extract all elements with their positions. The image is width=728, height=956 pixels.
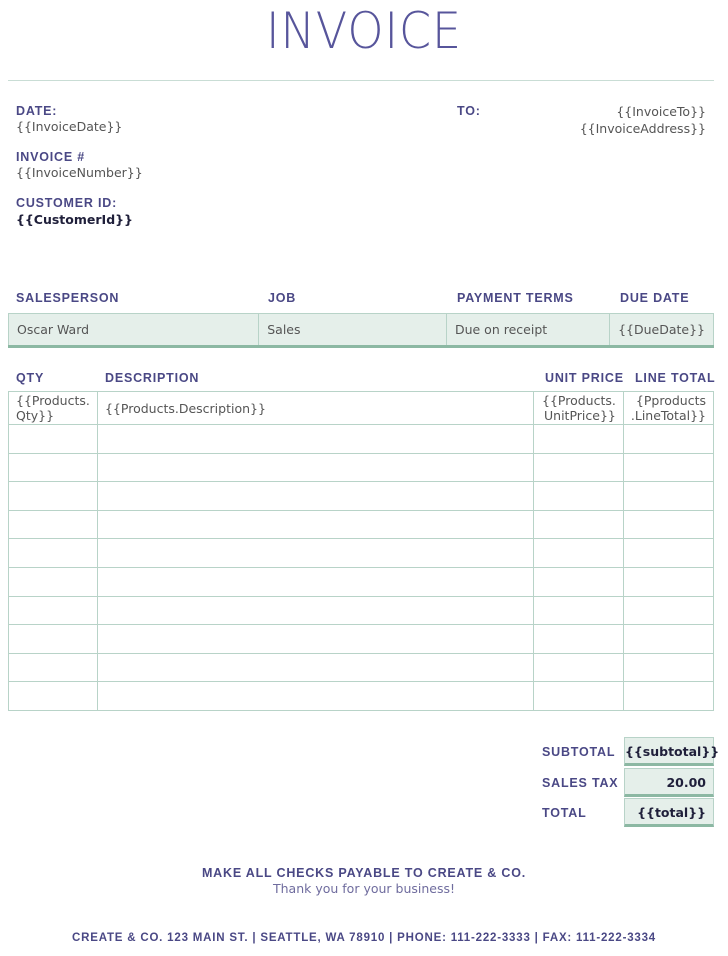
table-row: [9, 510, 714, 539]
description-cell[interactable]: [97, 453, 533, 482]
qty-cell[interactable]: [9, 625, 98, 654]
description-cell[interactable]: [97, 539, 533, 568]
line-total-cell[interactable]: [623, 425, 713, 454]
subtotal-value[interactable]: {{subtotal}}: [624, 737, 714, 766]
unit-price-cell[interactable]: [533, 567, 623, 596]
unit-price-cell[interactable]: [533, 682, 623, 711]
invoice-number-value: {{InvoiceNumber}}: [16, 165, 143, 180]
description-cell[interactable]: [97, 567, 533, 596]
description-cell[interactable]: [97, 653, 533, 682]
line-total-line: {Pproducts: [635, 393, 706, 408]
unit-price-cell[interactable]: [533, 453, 623, 482]
job-header: JOB: [268, 291, 297, 305]
table-row: [9, 539, 714, 568]
due-date-cell[interactable]: {{DueDate}}: [610, 314, 714, 347]
company-address: CREATE & CO. 123 MAIN ST. | SEATTLE, WA 78910 | PHONE: 111-222-3333 | FAX: 111-222-3334: [72, 932, 656, 944]
unit-price-cell[interactable]: [533, 392, 623, 425]
table-row: [9, 682, 714, 711]
customer-id-label: CUSTOMER ID:: [16, 196, 118, 210]
line-total-header: LINE TOTAL: [635, 371, 716, 385]
unit-price-cell[interactable]: [533, 625, 623, 654]
customer-id-value: {{CustomerId}}: [16, 212, 133, 227]
table-row: [9, 653, 714, 682]
qty-cell[interactable]: [9, 392, 98, 425]
unit-price-line: {{Products.: [542, 393, 616, 408]
job-info-table: [8, 313, 714, 348]
unit-price-cell[interactable]: [533, 510, 623, 539]
table-row: [9, 425, 714, 454]
line-total-cell[interactable]: [623, 625, 713, 654]
description-cell[interactable]: [97, 510, 533, 539]
qty-cell[interactable]: [9, 539, 98, 568]
table-row: [9, 453, 714, 482]
invoice-title: INVOICE: [265, 2, 463, 60]
table-row: [9, 567, 714, 596]
description-cell[interactable]: [97, 596, 533, 625]
line-total-cell[interactable]: [623, 482, 713, 511]
invoice-number-label: INVOICE #: [16, 150, 86, 164]
line-total-cell[interactable]: [623, 392, 713, 425]
subtotal-label: SUBTOTAL: [542, 745, 616, 759]
total-value[interactable]: {{total}}: [624, 798, 714, 827]
unit-price-cell[interactable]: [533, 482, 623, 511]
line-total-cell[interactable]: [623, 510, 713, 539]
line-total-cell[interactable]: [623, 453, 713, 482]
description-cell[interactable]: [97, 425, 533, 454]
qty-cell[interactable]: [9, 425, 98, 454]
qty-cell[interactable]: [9, 510, 98, 539]
qty-cell[interactable]: [9, 653, 98, 682]
payment-terms-cell[interactable]: Due on receipt: [446, 314, 609, 347]
due-date-header: DUE DATE: [620, 291, 690, 305]
qty-line: Qty}}: [16, 408, 55, 423]
description-header: DESCRIPTION: [105, 371, 200, 385]
unit-price-line: UnitPrice}}: [544, 408, 616, 423]
line-total-cell[interactable]: [623, 596, 713, 625]
unit-price-cell[interactable]: [533, 653, 623, 682]
unit-price-cell[interactable]: [533, 539, 623, 568]
unit-price-cell[interactable]: [533, 596, 623, 625]
to-address: {{InvoiceAddress}}: [579, 121, 706, 136]
line-items-table: [8, 391, 714, 711]
table-row: [9, 482, 714, 511]
line-total-cell[interactable]: [623, 539, 713, 568]
line-total-cell[interactable]: [623, 653, 713, 682]
table-row: [9, 596, 714, 625]
line-total-cell[interactable]: [623, 567, 713, 596]
date-value: {{InvoiceDate}}: [16, 119, 123, 134]
description-cell[interactable]: {{Products.Description}}: [97, 392, 533, 425]
description-cell[interactable]: [97, 625, 533, 654]
sales-tax-value[interactable]: 20.00: [624, 768, 714, 797]
qty-line: {{Products.: [16, 393, 90, 408]
unit-price-header: UNIT PRICE: [545, 371, 624, 385]
line-total-line: .LineTotal}}: [630, 408, 706, 423]
qty-cell[interactable]: [9, 482, 98, 511]
qty-cell[interactable]: [9, 682, 98, 711]
to-label: TO:: [457, 104, 481, 118]
job-cell[interactable]: Sales: [259, 314, 447, 347]
to-name: {{InvoiceTo}}: [616, 104, 706, 119]
qty-header: QTY: [16, 371, 45, 385]
header-divider: [8, 80, 714, 81]
qty-cell[interactable]: [9, 567, 98, 596]
description-cell[interactable]: [97, 682, 533, 711]
line-total-cell[interactable]: [623, 682, 713, 711]
description-cell[interactable]: [97, 482, 533, 511]
salesperson-header: SALESPERSON: [16, 291, 120, 305]
date-label: DATE:: [16, 104, 58, 118]
payment-terms-header: PAYMENT TERMS: [457, 291, 574, 305]
total-label: TOTAL: [542, 806, 587, 820]
sales-tax-label: SALES TAX: [542, 776, 619, 790]
table-row: [9, 625, 714, 654]
payable-note: MAKE ALL CHECKS PAYABLE TO CREATE & CO.: [201, 866, 527, 880]
qty-cell[interactable]: [9, 596, 98, 625]
qty-cell[interactable]: [9, 453, 98, 482]
thank-you-note: Thank you for your business!: [272, 881, 456, 896]
salesperson-cell[interactable]: Oscar Ward: [9, 314, 259, 347]
unit-price-cell[interactable]: [533, 425, 623, 454]
table-row: [9, 392, 714, 425]
